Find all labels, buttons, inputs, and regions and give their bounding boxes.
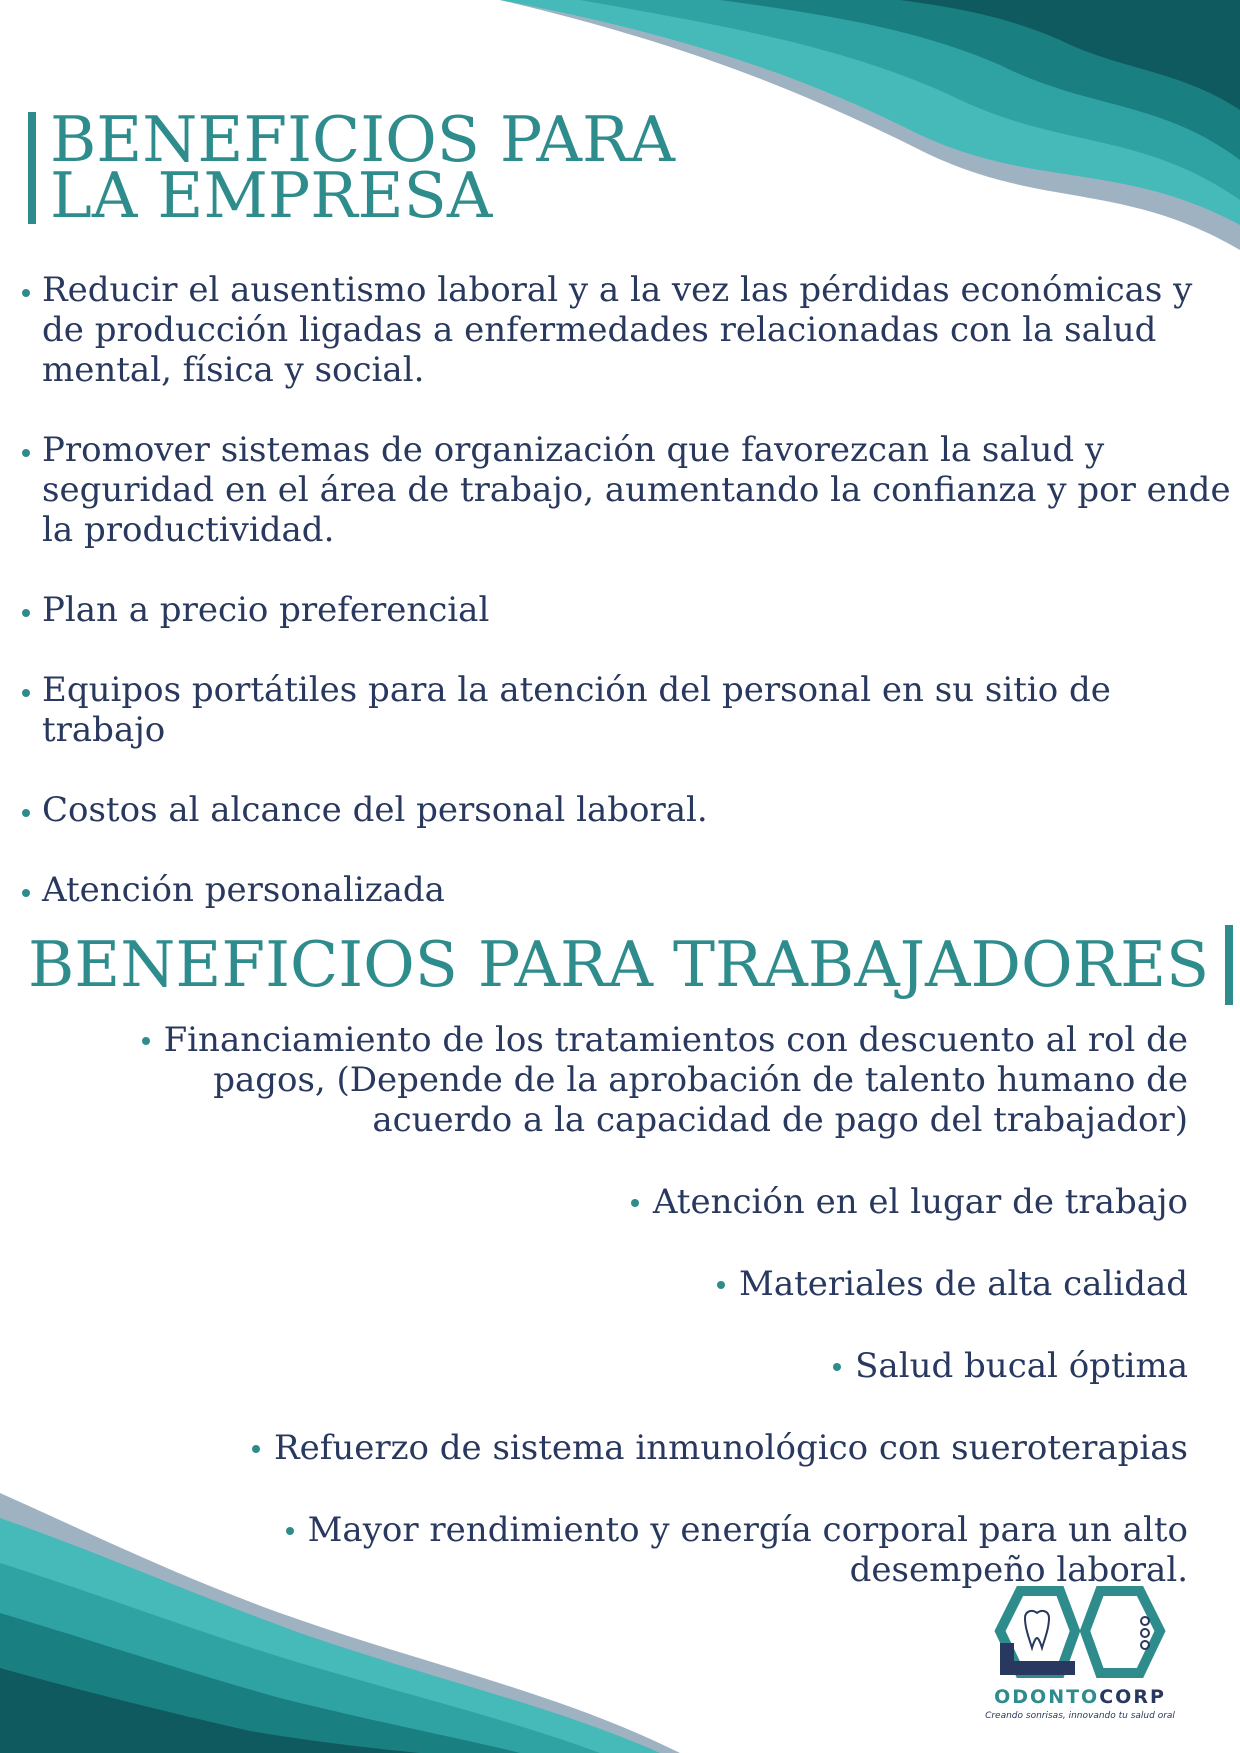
- list-item: [108, 1264, 1188, 1304]
- list-item: [20, 670, 1235, 750]
- bullet-icon: [22, 289, 30, 297]
- list-item: [108, 1182, 1188, 1222]
- bullet-icon: [252, 1445, 260, 1453]
- company-heading-line2: LA EMPRESA: [50, 159, 493, 232]
- list-item-text: Reducir el ausentismo laboral y a la vez las pérdidas económicas y de producción ligadas a enfermedades relacionadas con la salud mental, física y social.: [42, 270, 1193, 390]
- list-item-text: Costos al alcance del personal laboral.: [42, 790, 708, 830]
- logo-wordmark: [980, 1686, 1180, 1708]
- list-item: [20, 870, 1235, 910]
- list-item: [108, 1346, 1188, 1386]
- list-item: [20, 430, 1235, 550]
- list-item: [108, 1510, 1188, 1590]
- bullet-icon: [286, 1527, 294, 1535]
- odontocorp-logo: [980, 1583, 1180, 1733]
- logo-name-part2: CORP: [1099, 1686, 1166, 1708]
- list-item-text: Financiamiento de los tratamientos con descuento al rol de pagos, (Depende de la aprobación de talento humano de acuerdo a la capacidad de pago del trabajador): [163, 1020, 1188, 1140]
- list-item: [108, 1020, 1188, 1140]
- workers-benefits-list: [108, 1020, 1188, 1632]
- list-item: [20, 590, 1235, 630]
- list-item-text: Refuerzo de sistema inmunológico con sueroterapias: [274, 1428, 1188, 1468]
- list-item-text: Salud bucal óptima: [855, 1346, 1188, 1386]
- logo-name-part1: ODONTO: [994, 1686, 1100, 1708]
- list-item: [20, 270, 1235, 390]
- list-item-text: Promover sistemas de organización que favorezcan la salud y seguridad en el área de trabajo, aumentando la confianza y por ende la productividad.: [42, 430, 1231, 550]
- bullet-icon: [717, 1281, 725, 1289]
- bullet-icon: [142, 1037, 150, 1045]
- bullet-icon: [22, 889, 30, 897]
- list-item-text: Materiales de alta calidad: [739, 1264, 1188, 1304]
- bullet-icon: [22, 809, 30, 817]
- bullet-icon: [22, 609, 30, 617]
- list-item: [20, 790, 1235, 830]
- list-item-text: Atención en el lugar de trabajo: [652, 1182, 1188, 1222]
- tooth-hexagon-icon: [980, 1583, 1180, 1683]
- list-item-text: Atención personalizada: [42, 870, 445, 910]
- logo-tagline: Creando sonrisas, innovando tu salud oral: [985, 1711, 1175, 1721]
- list-item-text: Mayor rendimiento y energía corporal para un alto desempeño laboral.: [307, 1510, 1188, 1590]
- company-heading-line1: BENEFICIOS PARA: [50, 103, 675, 176]
- bullet-icon: [631, 1199, 639, 1207]
- company-benefits-list: [20, 270, 1235, 950]
- list-item-text: Plan a precio preferencial: [42, 590, 490, 630]
- list-item-text: Equipos portátiles para la atención del personal en su sitio de trabajo: [42, 670, 1111, 750]
- bullet-icon: [833, 1363, 841, 1371]
- list-item: [108, 1428, 1188, 1468]
- bullet-icon: [22, 689, 30, 697]
- workers-benefits-heading: BENEFICIOS PARA TRABAJADORES: [28, 925, 1233, 1005]
- bullet-icon: [22, 449, 30, 457]
- company-benefits-heading: [28, 103, 675, 232]
